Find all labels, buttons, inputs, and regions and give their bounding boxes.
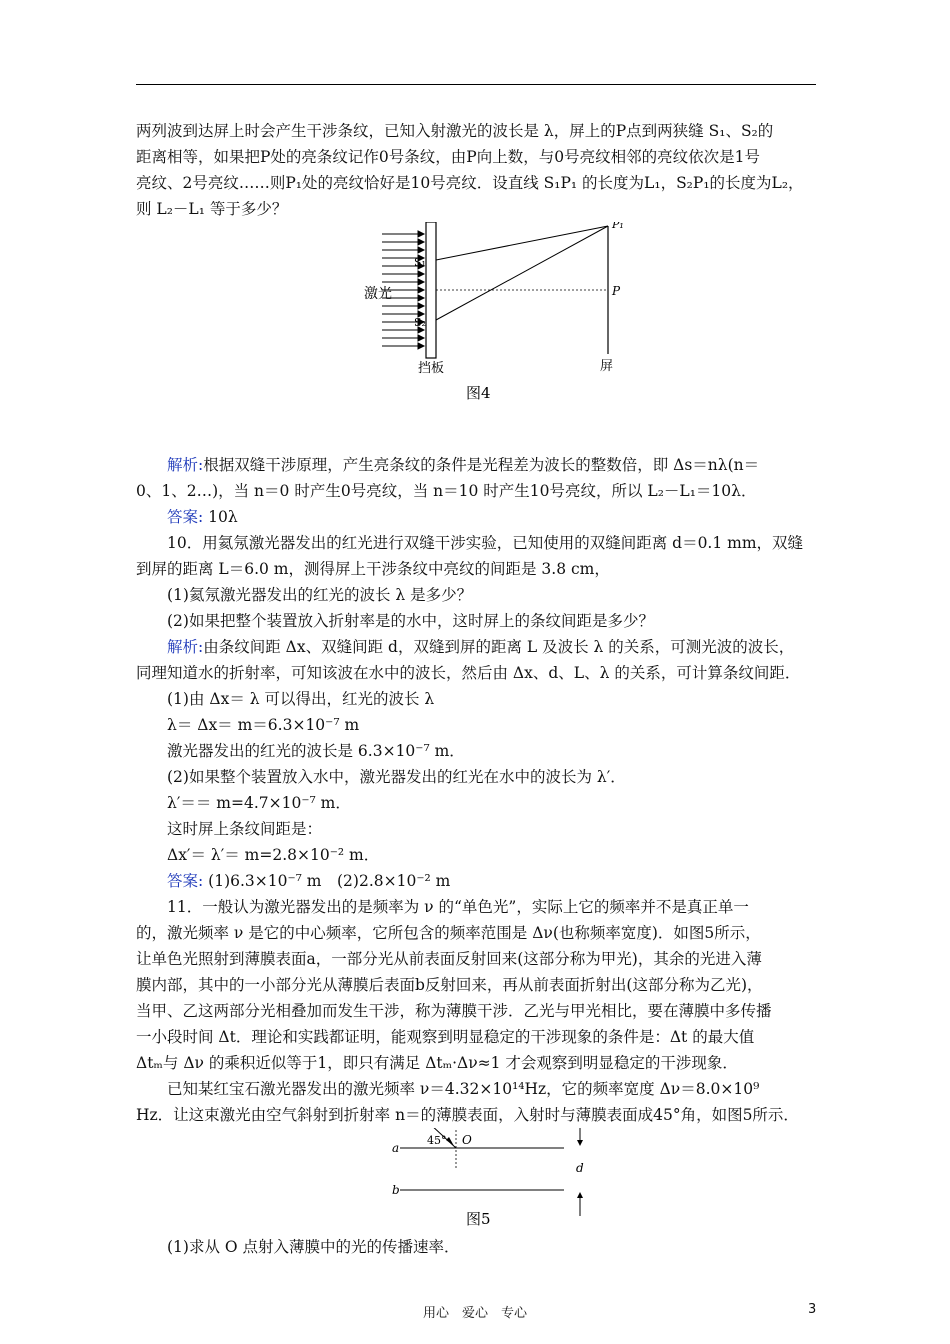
text-line [136, 478, 816, 504]
text-line [136, 738, 816, 764]
text-line [136, 634, 816, 660]
line-text: 由条纹间距 Δx、双缝间距 d，双缝到屏的距离 L 及波长 λ 的关系，可测光波的波长， [203, 638, 795, 656]
line-text: 同理知道水的折射率，可知该波在水中的波长，然后由 Δx、d、L、λ 的关系，可计算条纹间距． [136, 664, 801, 682]
figure-5 [136, 1128, 816, 1230]
ray-s1-p1 [436, 226, 608, 260]
question-text [136, 1234, 816, 1260]
line-text: 激光器发出的红光的波长是 6.3×10⁻⁷ m． [167, 742, 465, 760]
line-text: λ′＝＝ m=4.7×10⁻⁷ m． [167, 794, 351, 812]
text-line [136, 1076, 816, 1102]
double-slit-diagram [136, 222, 816, 462]
line-text: 当甲、乙这两部分光相叠加而发生干涉，称为薄膜干涉．乙光与甲光相比，要在薄膜中多传播 [136, 1002, 772, 1020]
line-text: Δx′＝ λ′＝ m=2.8×10⁻² m． [167, 846, 380, 864]
d-arrowhead-top [577, 1140, 583, 1146]
answer-label: 答案: [167, 872, 204, 890]
page-content [136, 118, 816, 1260]
line-text: 距离相等，如果把P处的亮条纹记作0号条纹，由P向上数，与0号亮纹相邻的亮纹依次是1号 [136, 148, 760, 166]
answer-label: 解析: [167, 638, 204, 656]
line-text: 11．一般认为激光器发出的是频率为 ν 的“单色光”，实际上它的频率并不是真正单一 [167, 898, 749, 916]
text-line [136, 1102, 816, 1128]
text-line [136, 582, 816, 608]
label-b: b [392, 1183, 400, 1197]
text-line [136, 790, 816, 816]
label-s2: S₂ [414, 316, 426, 329]
label-screen: 屏 [600, 359, 614, 374]
text-line [136, 920, 816, 946]
figure-4-caption: 图4 [466, 384, 491, 402]
line-text: (1)由 Δx＝ λ 可以得出，红光的波长 λ [167, 690, 435, 708]
line-text: 一小段时间 Δt．理论和实践都证明，能观察到明显稳定的干涉现象的条件是：Δt 的最大值 [136, 1028, 755, 1046]
line-text: 10λ [203, 508, 238, 526]
text-line [136, 196, 816, 222]
text-line [136, 608, 816, 634]
text-line [136, 816, 816, 842]
line-text: λ＝ Δx＝ m＝6.3×10⁻⁷ m [167, 716, 360, 734]
line-text: 这时屏上条纹间距是： [167, 820, 323, 838]
text-line [136, 764, 816, 790]
text-line [136, 530, 816, 556]
text-line [136, 894, 816, 920]
line-text: 到屏的距离 L＝6.0 m，测得屏上干涉条纹中亮纹的间距是 3.8 cm， [136, 560, 610, 578]
solution-and-problems-text [136, 452, 816, 1128]
line-text: 已知某红宝石激光器发出的激光频率 ν＝4.32×10¹⁴Hz，它的频率宽度 Δν＝8.0×10⁹ [167, 1080, 760, 1098]
figure-4 [136, 222, 816, 462]
text-line [136, 504, 816, 530]
text-line [136, 170, 816, 196]
text-line [136, 686, 816, 712]
answer-label: 答案: [167, 508, 204, 526]
label-45-degree: 45° [427, 1134, 447, 1147]
text-line [136, 1024, 816, 1050]
text-line [136, 972, 816, 998]
line-text: (1)求从 O 点射入薄膜中的光的传播速率． [167, 1238, 460, 1256]
text-line [136, 712, 816, 738]
line-text: (1)氦氖激光器发出的红光的波长 λ 是多少？ [167, 586, 473, 604]
line-text: Hz．让这束激光由空气斜射到折射率 n＝的薄膜表面，入射时与薄膜表面成45°角，如图5所示． [136, 1106, 799, 1124]
text-line [136, 660, 816, 686]
line-text: 让单色光照射到薄膜表面a，一部分光从前表面反射回来(这部分称为甲光)，其余的光进入薄 [136, 950, 762, 968]
line-text: 根据双缝干涉原理，产生亮条纹的条件是光程差为波长的整数倍，即 Δs＝nλ(n＝ [203, 456, 760, 474]
line-text: 亮纹、2号亮纹……则P₁处的亮纹恰好是10号亮纹．设直线 S₁P₁ 的长度为L₁，S₂P₁的长度为L₂， [136, 174, 804, 192]
line-text: 10．用氦氖激光器发出的红光进行双缝干涉实验，已知使用的双缝间距离 d＝0.1 mm，双缝 [167, 534, 804, 552]
text-line [136, 556, 816, 582]
text-line [136, 868, 816, 894]
label-d: d [576, 1161, 584, 1175]
line-text: (1)6.3×10⁻⁷ m (2)2.8×10⁻² m [203, 872, 451, 890]
line-text: (2)如果整个装置放入水中，激光器发出的红光在水中的波长为 λ′． [167, 768, 626, 786]
label-barrier: 挡板 [418, 361, 445, 376]
line-text: 两列波到达屏上时会产生干涉条纹，已知入射激光的波长是 λ，屏上的P点到两狭缝 S₁、S₂的 [136, 122, 774, 140]
text-line [136, 998, 816, 1024]
label-laser: 激光 [364, 286, 392, 302]
text-line [136, 1234, 816, 1260]
line-text: 的，激光频率 ν 是它的中心频率，它所包含的频率范围是 Δν(也称频率宽度)．如图5所示， [136, 924, 761, 942]
text-line [136, 144, 816, 170]
line-text: 则 L₂－L₁ 等于多少？ [136, 200, 288, 218]
label-p1: P₁ [612, 222, 624, 231]
d-arrowhead-bottom [577, 1192, 583, 1198]
answer-label: 解析: [167, 456, 204, 474]
header-rule [136, 84, 816, 85]
text-line [136, 946, 816, 972]
figure-5-caption: 图5 [466, 1210, 491, 1228]
line-text: (2)如果把整个装置放入折射率是的水中，这时屏上的条纹间距是多少？ [167, 612, 654, 630]
page-number: 3 [808, 1302, 817, 1317]
label-o: O [462, 1133, 472, 1147]
problem-9-text [136, 118, 816, 222]
text-line [136, 118, 816, 144]
thin-film-diagram [136, 1128, 816, 1230]
text-line [136, 1050, 816, 1076]
label-s1: S₁ [414, 256, 426, 269]
ray-s2-p1 [436, 226, 608, 320]
incident-arrowhead [446, 1137, 454, 1146]
line-text: 膜内部，其中的一小部分光从薄膜后表面b反射回来，再从前表面折射出(这部分称为乙光)， [136, 976, 763, 994]
label-a: a [392, 1141, 400, 1155]
line-text: 0、1、2…)，当 n＝0 时产生0号亮纹，当 n＝10 时产生10号亮纹，所以 L₂－L₁＝10λ． [136, 482, 757, 500]
barrier-plate [426, 222, 436, 358]
label-p: P [612, 284, 621, 298]
text-line [136, 842, 816, 868]
footer-text: 用心 爱心 专心 [422, 1306, 527, 1321]
line-text: Δtₘ与 Δν 的乘积近似等于1，即只有满足 Δtₘ·Δν≈1 才会观察到明显稳定的干涉现象． [136, 1054, 738, 1072]
